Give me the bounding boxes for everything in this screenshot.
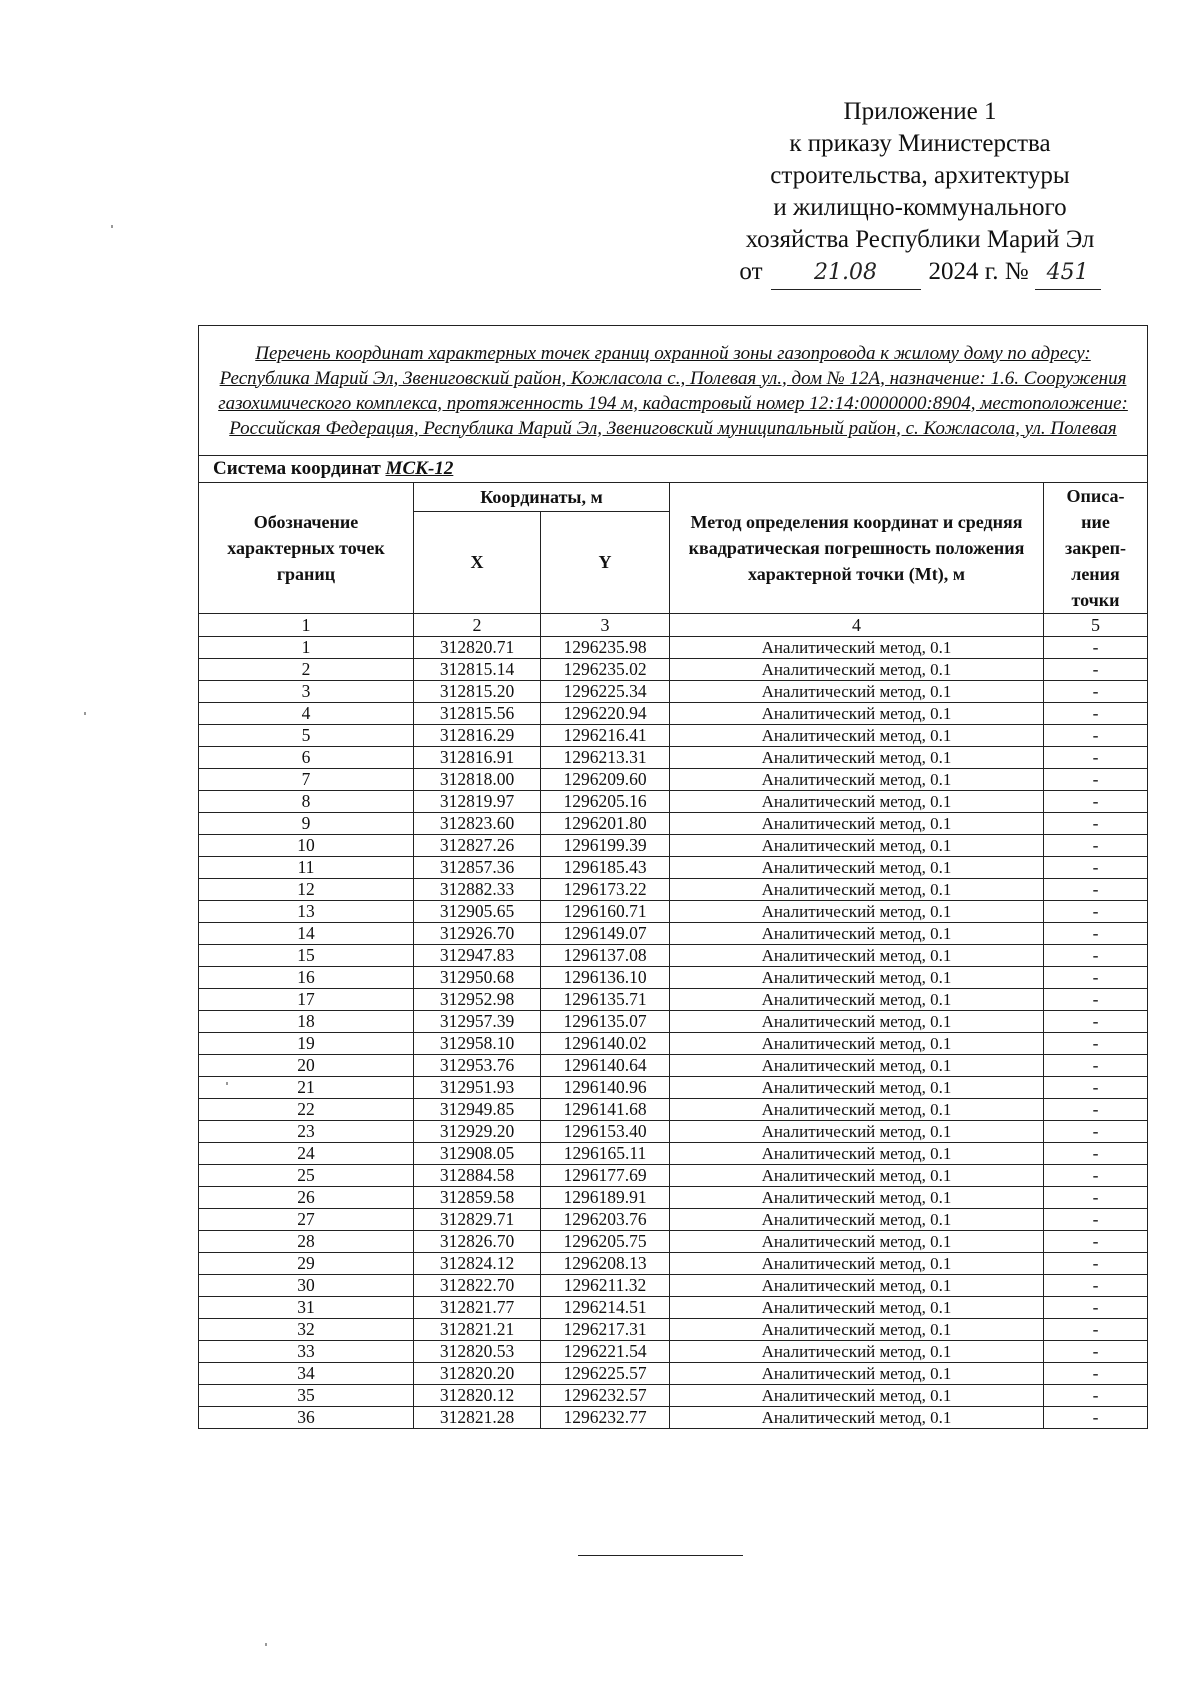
coord-y-cell: 1296221.54 <box>541 1341 670 1363</box>
point-id-cell: 8 <box>199 791 414 813</box>
coord-y-cell: 1296136.10 <box>541 967 670 989</box>
method-cell: Аналитический метод, 0.1 <box>670 1275 1044 1297</box>
fixing-description-cell: - <box>1044 637 1148 659</box>
coord-x-cell: 312820.12 <box>414 1385 541 1407</box>
coord-x-cell: 312949.85 <box>414 1099 541 1121</box>
coord-y-cell: 1296140.02 <box>541 1033 670 1055</box>
fixing-description-cell: - <box>1044 747 1148 769</box>
column-number: 2 <box>414 614 541 637</box>
table-row <box>199 923 1148 945</box>
table-row <box>199 1341 1148 1363</box>
table-row <box>199 1055 1148 1077</box>
method-cell: Аналитический метод, 0.1 <box>670 989 1044 1011</box>
handwritten-order-number: 451 <box>1035 257 1101 290</box>
method-cell: Аналитический метод, 0.1 <box>670 1077 1044 1099</box>
coord-y-cell: 1296141.68 <box>541 1099 670 1121</box>
fixing-description-cell: - <box>1044 1341 1148 1363</box>
column-number: 3 <box>541 614 670 637</box>
fixing-description-cell: - <box>1044 857 1148 879</box>
coordinates-table <box>198 325 1148 1429</box>
fixing-description-cell: - <box>1044 1275 1148 1297</box>
column-number: 4 <box>670 614 1044 637</box>
coord-x-cell: 312821.77 <box>414 1297 541 1319</box>
coord-x-cell: 312826.70 <box>414 1231 541 1253</box>
method-cell: Аналитический метод, 0.1 <box>670 747 1044 769</box>
fixing-description-cell: - <box>1044 769 1148 791</box>
table-row <box>199 1297 1148 1319</box>
fixing-description-cell: - <box>1044 1253 1148 1275</box>
table-row <box>199 769 1148 791</box>
fixing-description-cell: - <box>1044 1055 1148 1077</box>
method-cell: Аналитический метод, 0.1 <box>670 1099 1044 1121</box>
point-id-cell: 7 <box>199 769 414 791</box>
table-row <box>199 945 1148 967</box>
coord-x-cell: 312824.12 <box>414 1253 541 1275</box>
fixing-description-cell: - <box>1044 1011 1148 1033</box>
fixing-description-cell: - <box>1044 1077 1148 1099</box>
coord-x-cell: 312859.58 <box>414 1187 541 1209</box>
table-row <box>199 835 1148 857</box>
table-row <box>199 659 1148 681</box>
method-cell: Аналитический метод, 0.1 <box>670 1143 1044 1165</box>
fixing-description-cell: - <box>1044 1407 1148 1429</box>
table-row <box>199 1077 1148 1099</box>
table-title: Перечень координат характерных точек границ охранной зоны газопровода к жилому дому по адресу: Республика Марий Эл, Звениговский район, Кожласола с., Полевая ул., дом № 12А, назначение: 1.6. Сооружения газохимического комплекса, протяженность 194 м, кадастровый номер 12:14:0000000:8904, местоположение: Российская Федерация, Республика Марий Эл, Звениговский муниципальный район, с. Кожласола, ул. Полевая <box>199 326 1148 456</box>
appendix-line-republic: хозяйства Республики Марий Эл <box>745 226 1095 253</box>
coord-x-cell: 312947.83 <box>414 945 541 967</box>
point-id-cell: 5 <box>199 725 414 747</box>
coord-y-cell: 1296205.75 <box>541 1231 670 1253</box>
coord-x-cell: 312953.76 <box>414 1055 541 1077</box>
coord-x-cell: 312815.56 <box>414 703 541 725</box>
fixing-description-cell: - <box>1044 1319 1148 1341</box>
coord-y-cell: 1296235.98 <box>541 637 670 659</box>
coordinate-system-row <box>199 456 1148 483</box>
method-cell: Аналитический метод, 0.1 <box>670 1253 1044 1275</box>
appendix-line-ministry: строительства, архитектуры <box>770 162 1070 189</box>
point-id-cell: 31 <box>199 1297 414 1319</box>
method-cell: Аналитический метод, 0.1 <box>670 1385 1044 1407</box>
coord-x-cell: 312884.58 <box>414 1165 541 1187</box>
point-id-cell: 3 <box>199 681 414 703</box>
fixing-description-cell: - <box>1044 989 1148 1011</box>
method-cell: Аналитический метод, 0.1 <box>670 1055 1044 1077</box>
coord-y-cell: 1296135.71 <box>541 989 670 1011</box>
point-id-cell: 27 <box>199 1209 414 1231</box>
coord-x-cell: 312926.70 <box>414 923 541 945</box>
method-cell: Аналитический метод, 0.1 <box>670 769 1044 791</box>
table-row <box>199 1143 1148 1165</box>
coord-x-cell: 312819.97 <box>414 791 541 813</box>
fixing-description-cell: - <box>1044 1143 1148 1165</box>
coord-y-cell: 1296209.60 <box>541 769 670 791</box>
header-row-1 <box>199 483 1148 512</box>
coord-x-cell: 312822.70 <box>414 1275 541 1297</box>
method-cell: Аналитический метод, 0.1 <box>670 637 1044 659</box>
fixing-description-cell: - <box>1044 967 1148 989</box>
point-id-cell: 30 <box>199 1275 414 1297</box>
header-method: Метод определения координат и средняя квадратическая погрешность положения характерной точки (Mt), м <box>670 483 1044 614</box>
coord-y-cell: 1296135.07 <box>541 1011 670 1033</box>
table-row <box>199 901 1148 923</box>
coord-x-cell: 312815.20 <box>414 681 541 703</box>
coord-x-cell: 312827.26 <box>414 835 541 857</box>
point-id-cell: 36 <box>199 1407 414 1429</box>
fixing-description-cell: - <box>1044 1099 1148 1121</box>
year-number-label: 2024 г. № <box>928 258 1029 285</box>
method-cell: Аналитический метод, 0.1 <box>670 1011 1044 1033</box>
table-row <box>199 879 1148 901</box>
footer-divider <box>578 1555 743 1556</box>
coord-x-cell: 312816.29 <box>414 725 541 747</box>
coord-x-cell: 312821.28 <box>414 1407 541 1429</box>
method-cell: Аналитический метод, 0.1 <box>670 659 1044 681</box>
coord-x-cell: 312957.39 <box>414 1011 541 1033</box>
point-id-cell: 16 <box>199 967 414 989</box>
appendix-header <box>700 96 1140 290</box>
coord-y-cell: 1296232.57 <box>541 1385 670 1407</box>
method-cell: Аналитический метод, 0.1 <box>670 879 1044 901</box>
method-cell: Аналитический метод, 0.1 <box>670 681 1044 703</box>
table-row <box>199 1253 1148 1275</box>
header-y: Y <box>541 511 670 613</box>
coord-y-cell: 1296153.40 <box>541 1121 670 1143</box>
method-cell: Аналитический метод, 0.1 <box>670 703 1044 725</box>
table-row <box>199 1231 1148 1253</box>
fixing-description-cell: - <box>1044 879 1148 901</box>
coord-x-cell: 312820.20 <box>414 1363 541 1385</box>
table-row <box>199 703 1148 725</box>
table-row <box>199 791 1148 813</box>
coord-x-cell: 312821.21 <box>414 1319 541 1341</box>
method-cell: Аналитический метод, 0.1 <box>670 791 1044 813</box>
scan-speck <box>265 1643 267 1646</box>
fixing-description-cell: - <box>1044 1209 1148 1231</box>
method-cell: Аналитический метод, 0.1 <box>670 835 1044 857</box>
method-cell: Аналитический метод, 0.1 <box>670 1187 1044 1209</box>
point-id-cell: 15 <box>199 945 414 967</box>
coord-y-cell: 1296235.02 <box>541 659 670 681</box>
coord-x-cell: 312823.60 <box>414 813 541 835</box>
appendix-line-order: к приказу Министерства <box>789 130 1051 157</box>
coord-y-cell: 1296185.43 <box>541 857 670 879</box>
point-id-cell: 32 <box>199 1319 414 1341</box>
coord-y-cell: 1296201.80 <box>541 813 670 835</box>
coord-x-cell: 312951.93 <box>414 1077 541 1099</box>
fixing-description-cell: - <box>1044 1385 1148 1407</box>
coord-x-cell: 312905.65 <box>414 901 541 923</box>
coord-y-cell: 1296203.76 <box>541 1209 670 1231</box>
coord-y-cell: 1296211.32 <box>541 1275 670 1297</box>
coordinate-system-label: Система координат <box>213 458 381 479</box>
point-id-cell: 29 <box>199 1253 414 1275</box>
fixing-description-cell: - <box>1044 703 1148 725</box>
coord-y-cell: 1296160.71 <box>541 901 670 923</box>
table-row <box>199 1121 1148 1143</box>
column-number: 5 <box>1044 614 1148 637</box>
fixing-description-cell: - <box>1044 681 1148 703</box>
point-id-cell: 1 <box>199 637 414 659</box>
column-number: 1 <box>199 614 414 637</box>
header-description: Описа-ние закреп-ления точки <box>1044 483 1148 614</box>
fixing-description-cell: - <box>1044 1033 1148 1055</box>
coord-x-cell: 312958.10 <box>414 1033 541 1055</box>
fixing-description-cell: - <box>1044 659 1148 681</box>
method-cell: Аналитический метод, 0.1 <box>670 1209 1044 1231</box>
table-row <box>199 1165 1148 1187</box>
point-id-cell: 34 <box>199 1363 414 1385</box>
scan-speck <box>226 1082 228 1085</box>
fixing-description-cell: - <box>1044 1297 1148 1319</box>
appendix-line-housing: и жилищно-коммунального <box>773 194 1067 221</box>
coord-y-cell: 1296217.31 <box>541 1319 670 1341</box>
fixing-description-cell: - <box>1044 1231 1148 1253</box>
coordinate-system-name: МСК-12 <box>385 458 454 479</box>
point-id-cell: 20 <box>199 1055 414 1077</box>
point-id-cell: 12 <box>199 879 414 901</box>
fixing-description-cell: - <box>1044 835 1148 857</box>
table-row <box>199 681 1148 703</box>
fixing-description-cell: - <box>1044 813 1148 835</box>
fixing-description-cell: - <box>1044 791 1148 813</box>
method-cell: Аналитический метод, 0.1 <box>670 1341 1044 1363</box>
fixing-description-cell: - <box>1044 923 1148 945</box>
point-id-cell: 17 <box>199 989 414 1011</box>
method-cell: Аналитический метод, 0.1 <box>670 725 1044 747</box>
coord-y-cell: 1296220.94 <box>541 703 670 725</box>
point-id-cell: 28 <box>199 1231 414 1253</box>
coord-y-cell: 1296177.69 <box>541 1165 670 1187</box>
fixing-description-cell: - <box>1044 1363 1148 1385</box>
coord-x-cell: 312950.68 <box>414 967 541 989</box>
header-coordinates: Координаты, м <box>414 483 670 512</box>
coord-x-cell: 312816.91 <box>414 747 541 769</box>
table-row <box>199 747 1148 769</box>
coord-y-cell: 1296165.11 <box>541 1143 670 1165</box>
method-cell: Аналитический метод, 0.1 <box>670 1363 1044 1385</box>
coord-x-cell: 312829.71 <box>414 1209 541 1231</box>
coord-y-cell: 1296214.51 <box>541 1297 670 1319</box>
coord-y-cell: 1296140.64 <box>541 1055 670 1077</box>
coord-x-cell: 312815.14 <box>414 659 541 681</box>
point-id-cell: 35 <box>199 1385 414 1407</box>
table-row <box>199 1187 1148 1209</box>
point-id-cell: 22 <box>199 1099 414 1121</box>
table-row <box>199 1275 1148 1297</box>
handwritten-date: 21.08 <box>771 257 921 290</box>
point-id-cell: 19 <box>199 1033 414 1055</box>
point-id-cell: 14 <box>199 923 414 945</box>
fixing-description-cell: - <box>1044 1187 1148 1209</box>
coord-x-cell: 312818.00 <box>414 769 541 791</box>
column-numbers-row <box>199 614 1148 637</box>
coord-y-cell: 1296199.39 <box>541 835 670 857</box>
method-cell: Аналитический метод, 0.1 <box>670 1319 1044 1341</box>
method-cell: Аналитический метод, 0.1 <box>670 1231 1044 1253</box>
order-date-line <box>700 256 1140 290</box>
point-id-cell: 9 <box>199 813 414 835</box>
scan-speck <box>84 712 86 715</box>
point-id-cell: 25 <box>199 1165 414 1187</box>
method-cell: Аналитический метод, 0.1 <box>670 1165 1044 1187</box>
coord-x-cell: 312952.98 <box>414 989 541 1011</box>
coord-y-cell: 1296173.22 <box>541 879 670 901</box>
coord-x-cell: 312929.20 <box>414 1121 541 1143</box>
coord-y-cell: 1296225.34 <box>541 681 670 703</box>
coordinate-system <box>199 456 1148 483</box>
table-row <box>199 1363 1148 1385</box>
appendix-title: Приложение 1 <box>843 98 997 125</box>
coord-x-cell: 312820.53 <box>414 1341 541 1363</box>
table-row <box>199 967 1148 989</box>
table-row <box>199 989 1148 1011</box>
coord-y-cell: 1296137.08 <box>541 945 670 967</box>
coord-y-cell: 1296225.57 <box>541 1363 670 1385</box>
coord-y-cell: 1296232.77 <box>541 1407 670 1429</box>
coord-x-cell: 312882.33 <box>414 879 541 901</box>
method-cell: Аналитический метод, 0.1 <box>670 1033 1044 1055</box>
header-x: X <box>414 511 541 613</box>
point-id-cell: 33 <box>199 1341 414 1363</box>
method-cell: Аналитический метод, 0.1 <box>670 1297 1044 1319</box>
point-id-cell: 2 <box>199 659 414 681</box>
coord-y-cell: 1296140.96 <box>541 1077 670 1099</box>
point-id-cell: 24 <box>199 1143 414 1165</box>
point-id-cell: 23 <box>199 1121 414 1143</box>
coord-y-cell: 1296205.16 <box>541 791 670 813</box>
coord-y-cell: 1296208.13 <box>541 1253 670 1275</box>
table-row <box>199 725 1148 747</box>
table-title-row <box>199 326 1148 456</box>
point-id-cell: 4 <box>199 703 414 725</box>
coord-y-cell: 1296149.07 <box>541 923 670 945</box>
table-row <box>199 1209 1148 1231</box>
method-cell: Аналитический метод, 0.1 <box>670 901 1044 923</box>
point-id-cell: 11 <box>199 857 414 879</box>
fixing-description-cell: - <box>1044 1165 1148 1187</box>
point-id-cell: 13 <box>199 901 414 923</box>
coord-y-cell: 1296189.91 <box>541 1187 670 1209</box>
method-cell: Аналитический метод, 0.1 <box>670 1121 1044 1143</box>
method-cell: Аналитический метод, 0.1 <box>670 945 1044 967</box>
point-id-cell: 21 <box>199 1077 414 1099</box>
fixing-description-cell: - <box>1044 901 1148 923</box>
coord-x-cell: 312908.05 <box>414 1143 541 1165</box>
fixing-description-cell: - <box>1044 725 1148 747</box>
method-cell: Аналитический метод, 0.1 <box>670 967 1044 989</box>
table-row <box>199 1011 1148 1033</box>
table-row <box>199 637 1148 659</box>
fixing-description-cell: - <box>1044 1121 1148 1143</box>
table-row <box>199 1407 1148 1429</box>
method-cell: Аналитический метод, 0.1 <box>670 923 1044 945</box>
table-row <box>199 1319 1148 1341</box>
point-id-cell: 26 <box>199 1187 414 1209</box>
method-cell: Аналитический метод, 0.1 <box>670 813 1044 835</box>
fixing-description-cell: - <box>1044 945 1148 967</box>
scan-speck <box>111 225 113 228</box>
table-row <box>199 813 1148 835</box>
table-row <box>199 1385 1148 1407</box>
coord-y-cell: 1296213.31 <box>541 747 670 769</box>
method-cell: Аналитический метод, 0.1 <box>670 857 1044 879</box>
point-id-cell: 10 <box>199 835 414 857</box>
coord-x-cell: 312820.71 <box>414 637 541 659</box>
header-point: Обозначение характерных точек границ <box>199 483 414 614</box>
point-id-cell: 18 <box>199 1011 414 1033</box>
method-cell: Аналитический метод, 0.1 <box>670 1407 1044 1429</box>
table-row <box>199 857 1148 879</box>
table-row <box>199 1099 1148 1121</box>
date-prefix: от <box>739 258 763 285</box>
point-id-cell: 6 <box>199 747 414 769</box>
table-row <box>199 1033 1148 1055</box>
coord-x-cell: 312857.36 <box>414 857 541 879</box>
coord-y-cell: 1296216.41 <box>541 725 670 747</box>
